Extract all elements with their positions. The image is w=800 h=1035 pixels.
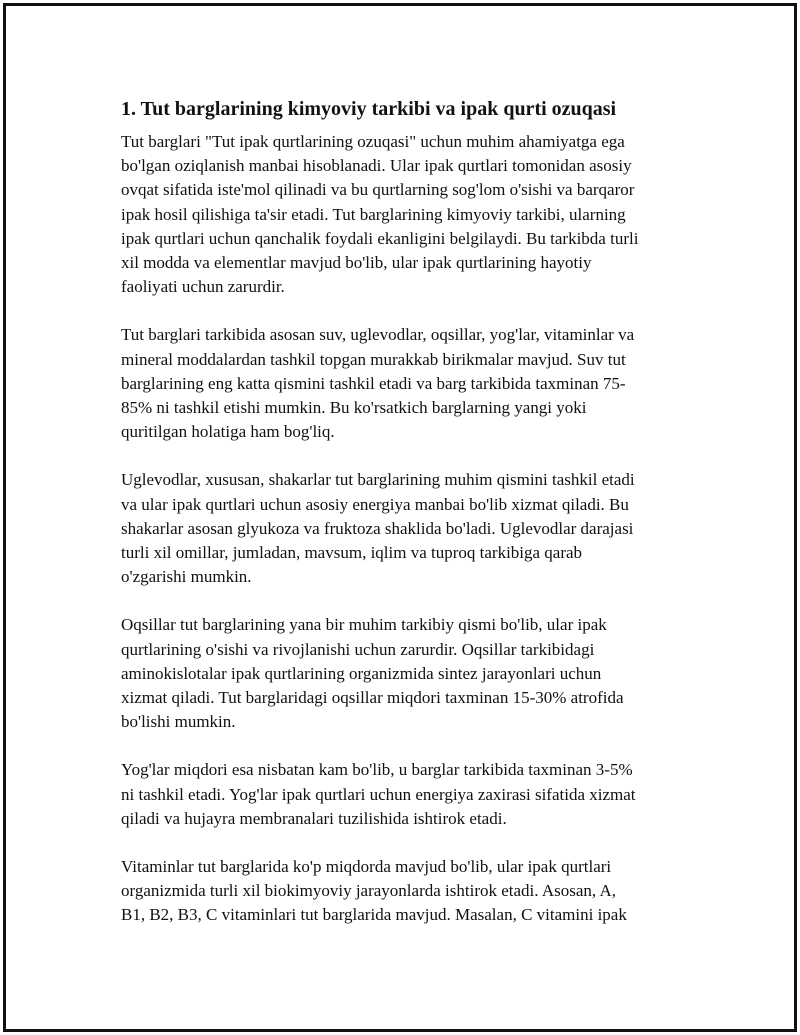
paragraph-4 [121,613,691,734]
text-line: qurtlarining o'sishi va rivojlanishi uchun zarurdir. Oqsillar tarkibidagi [121,639,595,659]
text-line: o'zgarishi mumkin. [121,567,252,587]
text-line: Oqsillar tut barglarining yana bir muhim tarkibiy qismi bo'lib, ular ipak [121,615,607,635]
document-page [3,3,797,1032]
paragraph-3 [121,468,691,589]
text-line: ipak hosil qilishiga ta'sir etadi. Tut barglarining kimyoviy tarkibi, ularning [121,204,626,224]
text-line: ovqat sifatida iste'mol qilinadi va bu qurtlarning sog'lom o'sishi va barqaror [121,180,635,200]
paragraph-5 [121,758,691,831]
text-line: ni tashkil etadi. Yog'lar ipak qurtlari uchun energiya zaxirasi sifatida xizmat [121,784,636,804]
text-line: Tut barglari "Tut ipak qurtlarining ozuqasi" uchun muhim ahamiyatga ega [121,132,625,151]
paragraph-1 [121,130,691,299]
text-line: B1, B2, B3, C vitaminlari tut barglarida mavjud. Masalan, C vitamini ipak [121,905,627,925]
text-line: Vitaminlar tut barglarida ko'p miqdorda mavjud bo'lib, ular ipak qurtlari [121,857,612,877]
text-line: Uglevodlar, xususan, shakarlar tut barglarining muhim qismini tashkil etadi [121,470,635,490]
text-line: aminokislotalar ipak qurtlarining organizmida sintez jarayonlari uchun [121,663,602,683]
text-line: va ular ipak qurtlari uchun asosiy energiya manbai bo'lib xizmat qiladi. Bu [121,494,629,514]
text-line: xizmat qiladi. Tut barglaridagi oqsillar miqdori taxminan 15-30% atrofida [121,688,624,708]
text-line: faoliyati uchun zarurdir. [121,277,285,297]
text-line: barglarining eng katta qismini tashkil etadi va barg tarkibida taxminan 75- [121,373,626,393]
text-line: organizmida turli xil biokimyoviy jarayonlarda ishtirok etadi. Asosan, A, [121,881,616,901]
paragraph-6 [121,855,691,928]
text-line: turli xil omillar, jumladan, mavsum, iqlim va tuproq tarkibiga qarab [121,543,583,563]
text-line: 85% ni tashkil etishi mumkin. Bu ko'rsatkich barglarning yangi yoki [121,398,587,418]
text-line: bo'lishi mumkin. [121,712,236,732]
document-content [121,96,691,952]
paragraph-2 [121,323,691,444]
text-line: qiladi va hujayra membranalari tuzilishida ishtirok etadi. [121,808,507,828]
text-line: ipak qurtlari uchun qanchalik foydali ekanligini belgilaydi. Bu tarkibda turli [121,228,639,248]
text-line: mineral moddalardan tashkil topgan murakkab birikmalar mavjud. Suv tut [121,349,626,369]
text-line: Yog'lar miqdori esa nisbatan kam bo'lib, u barglar tarkibida taxminan 3-5% [121,760,633,780]
text-line: quritilgan holatiga ham bog'liq. [121,422,335,442]
text-line: xil modda va elementlar mavjud bo'lib, ular ipak qurtlarining hayotiy [121,253,592,273]
text-line: Tut barglari tarkibida asosan suv, uglevodlar, oqsillar, yog'lar, vitaminlar va [121,325,635,345]
text-line: shakarlar asosan glyukoza va fruktoza shaklida bo'ladi. Uglevodlar darajasi [121,518,634,538]
text-line: bo'lgan oziqlanish manbai hisoblanadi. Ular ipak qurtlari tomonidan asosiy [121,156,632,176]
section-heading: 1. Tut barglarining kimyoviy tarkibi va ipak qurti ozuqasi [121,98,617,120]
